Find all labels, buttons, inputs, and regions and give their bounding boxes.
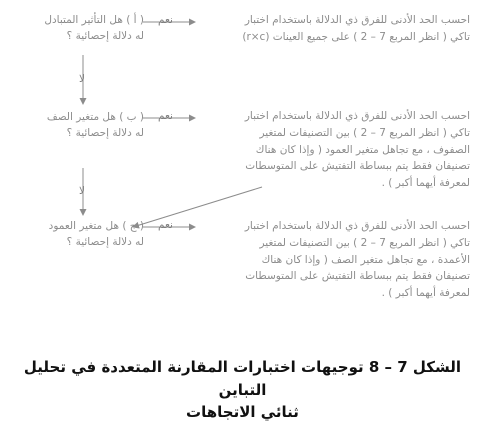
- action-row-variable-line2: تاكي ( انظر المربع 7 – 2 ) بين التصنيفات لمتغير: [259, 126, 470, 139]
- no-label-q2: لا: [79, 185, 85, 197]
- action-column-variable-line4: تصنيفان فقط يتم ببساطة التفتيش على المتوسطات: [245, 270, 470, 283]
- action-row-variable-line3: الصفوف ، مع تجاهل متغير العمود ( وإذا كان هناك: [255, 143, 470, 156]
- question-interaction-line1: ( أ ) هل التأثير المتبادل: [44, 14, 144, 26]
- action-column-variable-line2: تاكي ( انظر المربع 7 – 2 ) بين التصنيفات لمتغير: [259, 236, 470, 249]
- question-row-variable-line1: ( ب ) هل متغير الصف: [46, 111, 144, 123]
- yes-label-q2: نعم: [158, 110, 173, 122]
- question-row-variable-line2: له دلالة إحصائية ؟: [66, 127, 144, 140]
- question-interaction-line2: له دلالة إحصائية ؟: [66, 30, 144, 43]
- action-row-variable-line1: احسب الحد الأدنى للفرق ذي الدلالة باستخدام اختبار: [244, 110, 470, 122]
- action-column-variable-line3: الأعمدة ، مع تجاهل متغير الصف ( وإذا كان هناك: [261, 253, 470, 266]
- action-all-samples-line1: احسب الحد الأدنى للفرق ذي الدلالة باستخدام اختبار: [244, 14, 470, 26]
- action-row-variable-line4: تصنيفان فقط يتم ببساطة التفتيش على المتوسطات: [245, 160, 470, 173]
- action-column-variable-line1: احسب الحد الأدنى للفرق ذي الدلالة باستخدام اختبار: [244, 220, 470, 232]
- figure-caption-line2: ثنائي الاتجاهات: [186, 403, 299, 421]
- figure-caption: [0, 356, 485, 424]
- question-row-variable: [4, 109, 144, 142]
- question-column-variable-line1: ( ج ) هل متغير العمود: [48, 220, 144, 232]
- question-column-variable: [4, 218, 144, 251]
- action-row-variable: [200, 108, 470, 192]
- no-label-q1: لا: [79, 73, 85, 85]
- action-all-samples-line2: تاكي ( انظر المربع 7 – 2 ) على جميع العينات (r×c): [242, 30, 470, 43]
- question-column-variable-line2: له دلالة إحصائية ؟: [66, 236, 144, 249]
- action-all-samples: [200, 12, 470, 46]
- action-column-variable: [200, 218, 470, 302]
- figure-caption-line1: الشكل 7 – 8 توجيهات اختبارات المقارنة المتعددة في تحليل التباين: [23, 358, 462, 399]
- yes-label-q1: نعم: [158, 14, 173, 26]
- action-column-variable-line5: لمعرفة أيهما أكبر ) .: [381, 287, 470, 300]
- yes-label-q3: نعم: [158, 219, 173, 231]
- question-interaction: [4, 12, 144, 45]
- action-row-variable-line5: لمعرفة أيهما أكبر ) .: [381, 177, 470, 190]
